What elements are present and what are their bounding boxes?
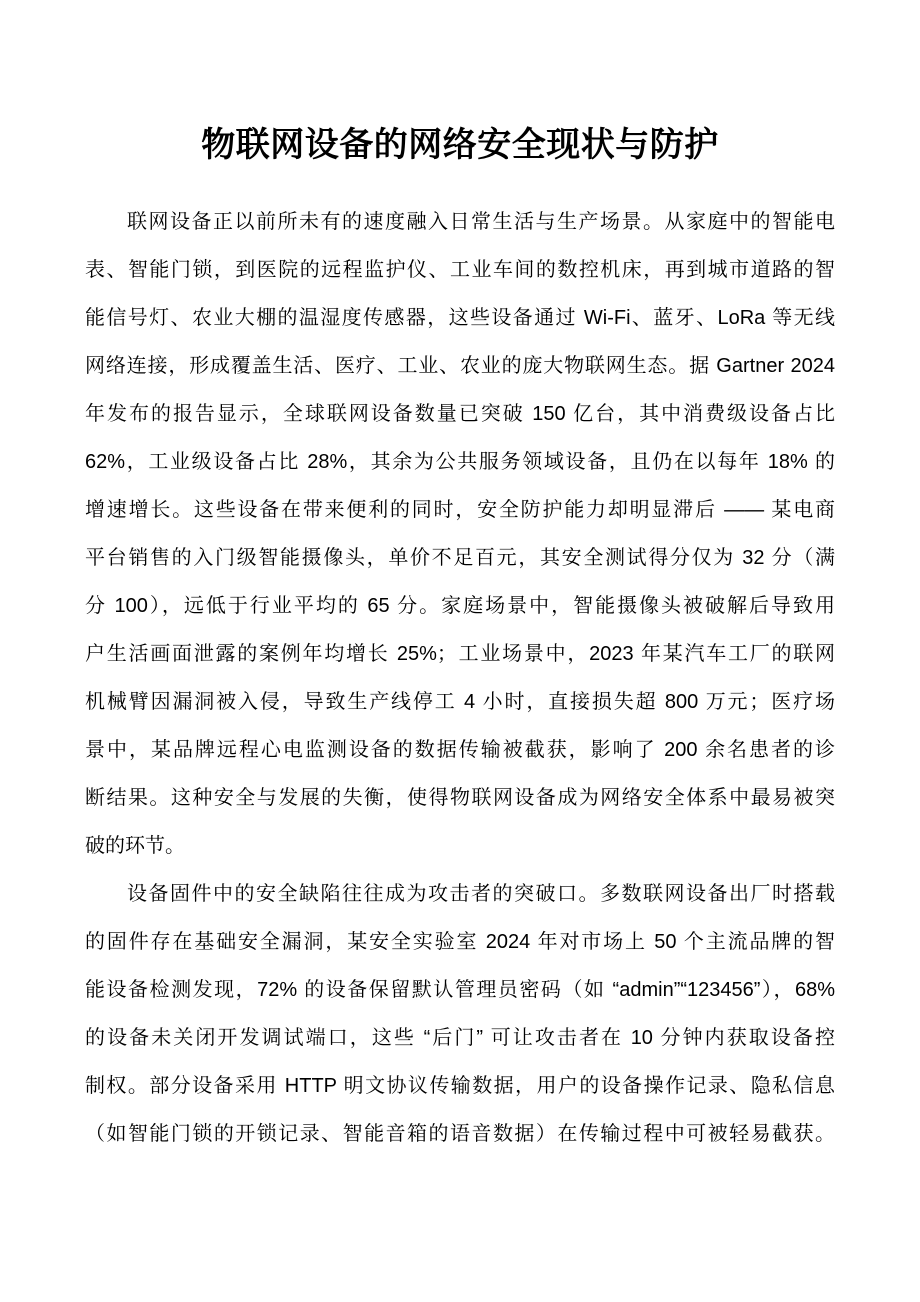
- text-line: 户生活画面泄露的案例年均增长 25%；工业场景中，2023 年某汽车工厂的联网: [85, 643, 835, 665]
- text-line: 制权。部分设备采用 HTTP 明文协议传输数据，用户的设备操作记录、隐私信息: [85, 1075, 835, 1097]
- text-line: （如智能门锁的开锁记录、智能音箱的语音数据）在传输过程中可被轻易截获。: [85, 1123, 835, 1145]
- text-line: 增速增长。这些设备在带来便利的同时，安全防护能力却明显滞后 —— 某电商: [85, 499, 835, 521]
- text-line: 景中，某品牌远程心电监测设备的数据传输被截获，影响了 200 余名患者的诊: [85, 739, 835, 761]
- text-line: 能信号灯、农业大棚的温湿度传感器，这些设备通过 Wi-Fi、蓝牙、LoRa 等无线: [85, 307, 835, 329]
- text-line: 年发布的报告显示，全球联网设备数量已突破 150 亿台，其中消费级设备占比: [85, 403, 835, 425]
- text-line: 62%，工业级设备占比 28%，其余为公共服务领域设备，且仍在以每年 18% 的: [85, 451, 835, 473]
- text-line: 联网设备正以前所未有的速度融入日常生活与生产场景。从家庭中的智能电: [127, 211, 835, 233]
- text-line: 设备固件中的安全缺陷往往成为攻击者的突破口。多数联网设备出厂时搭载: [127, 883, 835, 905]
- document-body: [85, 198, 835, 1158]
- text-line: 平台销售的入门级智能摄像头，单价不足百元，其安全测试得分仅为 32 分（满: [85, 547, 835, 569]
- paragraph-1: [85, 198, 835, 870]
- text-line: 破的环节。: [85, 835, 185, 857]
- document-title: 物联网设备的网络安全现状与防护: [201, 126, 719, 164]
- text-line: 断结果。这种安全与发展的失衡，使得物联网设备成为网络安全体系中最易被突: [85, 787, 835, 809]
- text-line: 机械臂因漏洞被入侵，导致生产线停工 4 小时，直接损失超 800 万元；医疗场: [85, 691, 835, 713]
- paragraph-2: [85, 870, 835, 1158]
- text-line: 分 100），远低于行业平均的 65 分。家庭场景中，智能摄像头被破解后导致用: [85, 595, 835, 617]
- text-line: 网络连接，形成覆盖生活、医疗、工业、农业的庞大物联网生态。据 Gartner 2024: [85, 355, 835, 377]
- text-line: 表、智能门锁，到医院的远程监护仪、工业车间的数控机床，再到城市道路的智: [85, 259, 835, 281]
- text-line: 能设备检测发现，72% 的设备保留默认管理员密码（如 “admin”“123456”），68%: [85, 979, 835, 1001]
- text-line: 的设备未关闭开发调试端口，这些 “后门” 可让攻击者在 10 分钟内获取设备控: [85, 1027, 835, 1049]
- text-line: 的固件存在基础安全漏洞，某安全实验室 2024 年对市场上 50 个主流品牌的智: [85, 931, 835, 953]
